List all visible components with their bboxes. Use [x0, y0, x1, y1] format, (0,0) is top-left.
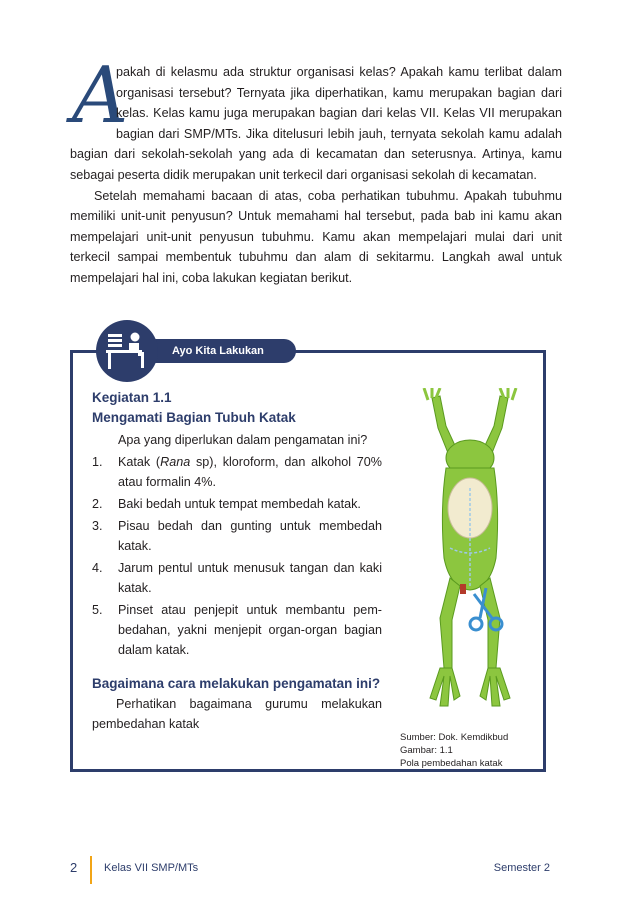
student-desk-icon [96, 320, 158, 382]
list-item: 3. Pisau bedah dan gunting untuk membedah katak. [92, 519, 382, 553]
footer-divider [90, 856, 92, 884]
study-badge [96, 320, 158, 382]
procedure-body: Perhatikan bagaimana gurumu melakukan pembedahan katak [92, 697, 382, 731]
activity-content [92, 388, 382, 734]
list-item: 4. Jarum pentul untuk menusuk tangan dan kaki katak. [92, 561, 382, 595]
figure-label: Gambar: 1.1 [400, 745, 453, 756]
page-number: 2 [70, 860, 78, 875]
intro-text [70, 51, 562, 289]
figure-caption [400, 731, 508, 770]
list-item: 2. Baki bedah untuk tempat membedah katak. [92, 497, 361, 511]
list-item: 1. Katak (Rana sp), kloroform, dan alkohol 70% atau formalin 4%. [92, 455, 382, 489]
footer-grade: Kelas VII SMP/MTs [104, 862, 199, 874]
activity-title: Kegiatan 1.1 [92, 390, 172, 405]
materials-question: Apa yang diperlukan dalam pengamatan ini? [118, 433, 368, 447]
frog-dissection-illustration [410, 388, 530, 718]
list-item: 5. Pinset atau penjepit untuk membantu pem-bedahan, yakni menjepit organ-organ bagian dalam katak. [92, 603, 382, 657]
figure-source: Sumber: Dok. Kemdikbud [400, 732, 509, 743]
footer-semester: Semester 2 [493, 862, 550, 874]
activity-tab-label: Ayo Kita Lakukan [146, 339, 296, 363]
procedure-heading: Bagaimana cara melakukan pengamatan ini? [92, 676, 381, 691]
activity-subtitle: Mengamati Bagian Tubuh Katak [92, 410, 296, 425]
intro-paragraph-1: pakah di kelasmu ada struktur organisasi kelas? Apakah kamu terlibat dalam organisasi tersebut? Ternyata jika diperhatikan, kamu merupakan bagian dari kelas. Kelas kamu juga merupakan bagian dari kelas VII. Kelas VII merupakan bagian dari SMP/MTs. Jika ditelusuri lebih jauh, ternyata sekolah kamu adalah bagian dari sekolah-sekolah yang ada di kecamatan dan seterusnya. Artinya, kamu sebagai peserta didik merupakan unit terkecil dari organisasi sekolah di kecamatan. [70, 65, 562, 182]
figure-title: Pola pembedahan katak [400, 758, 503, 769]
materials-list [92, 452, 382, 660]
intro-paragraph-2: Setelah memahami bacaan di atas, coba perhatikan tubuhmu. Apakah tubuhmu memiliki unit-unit penyusun? Untuk memahami hal tersebut, pada bab ini kamu akan mempelajari unit-unit penyusun tubuhmu. Kamu akan mempelajari mulai dari unit terkecil sampai membentuk tubuhmu dan alam di sekitarmu. Langkah awal untuk mempelajari hal ini, coba lakukan kegiatan berikut. [70, 188, 562, 285]
drop-cap: A [72, 51, 129, 141]
